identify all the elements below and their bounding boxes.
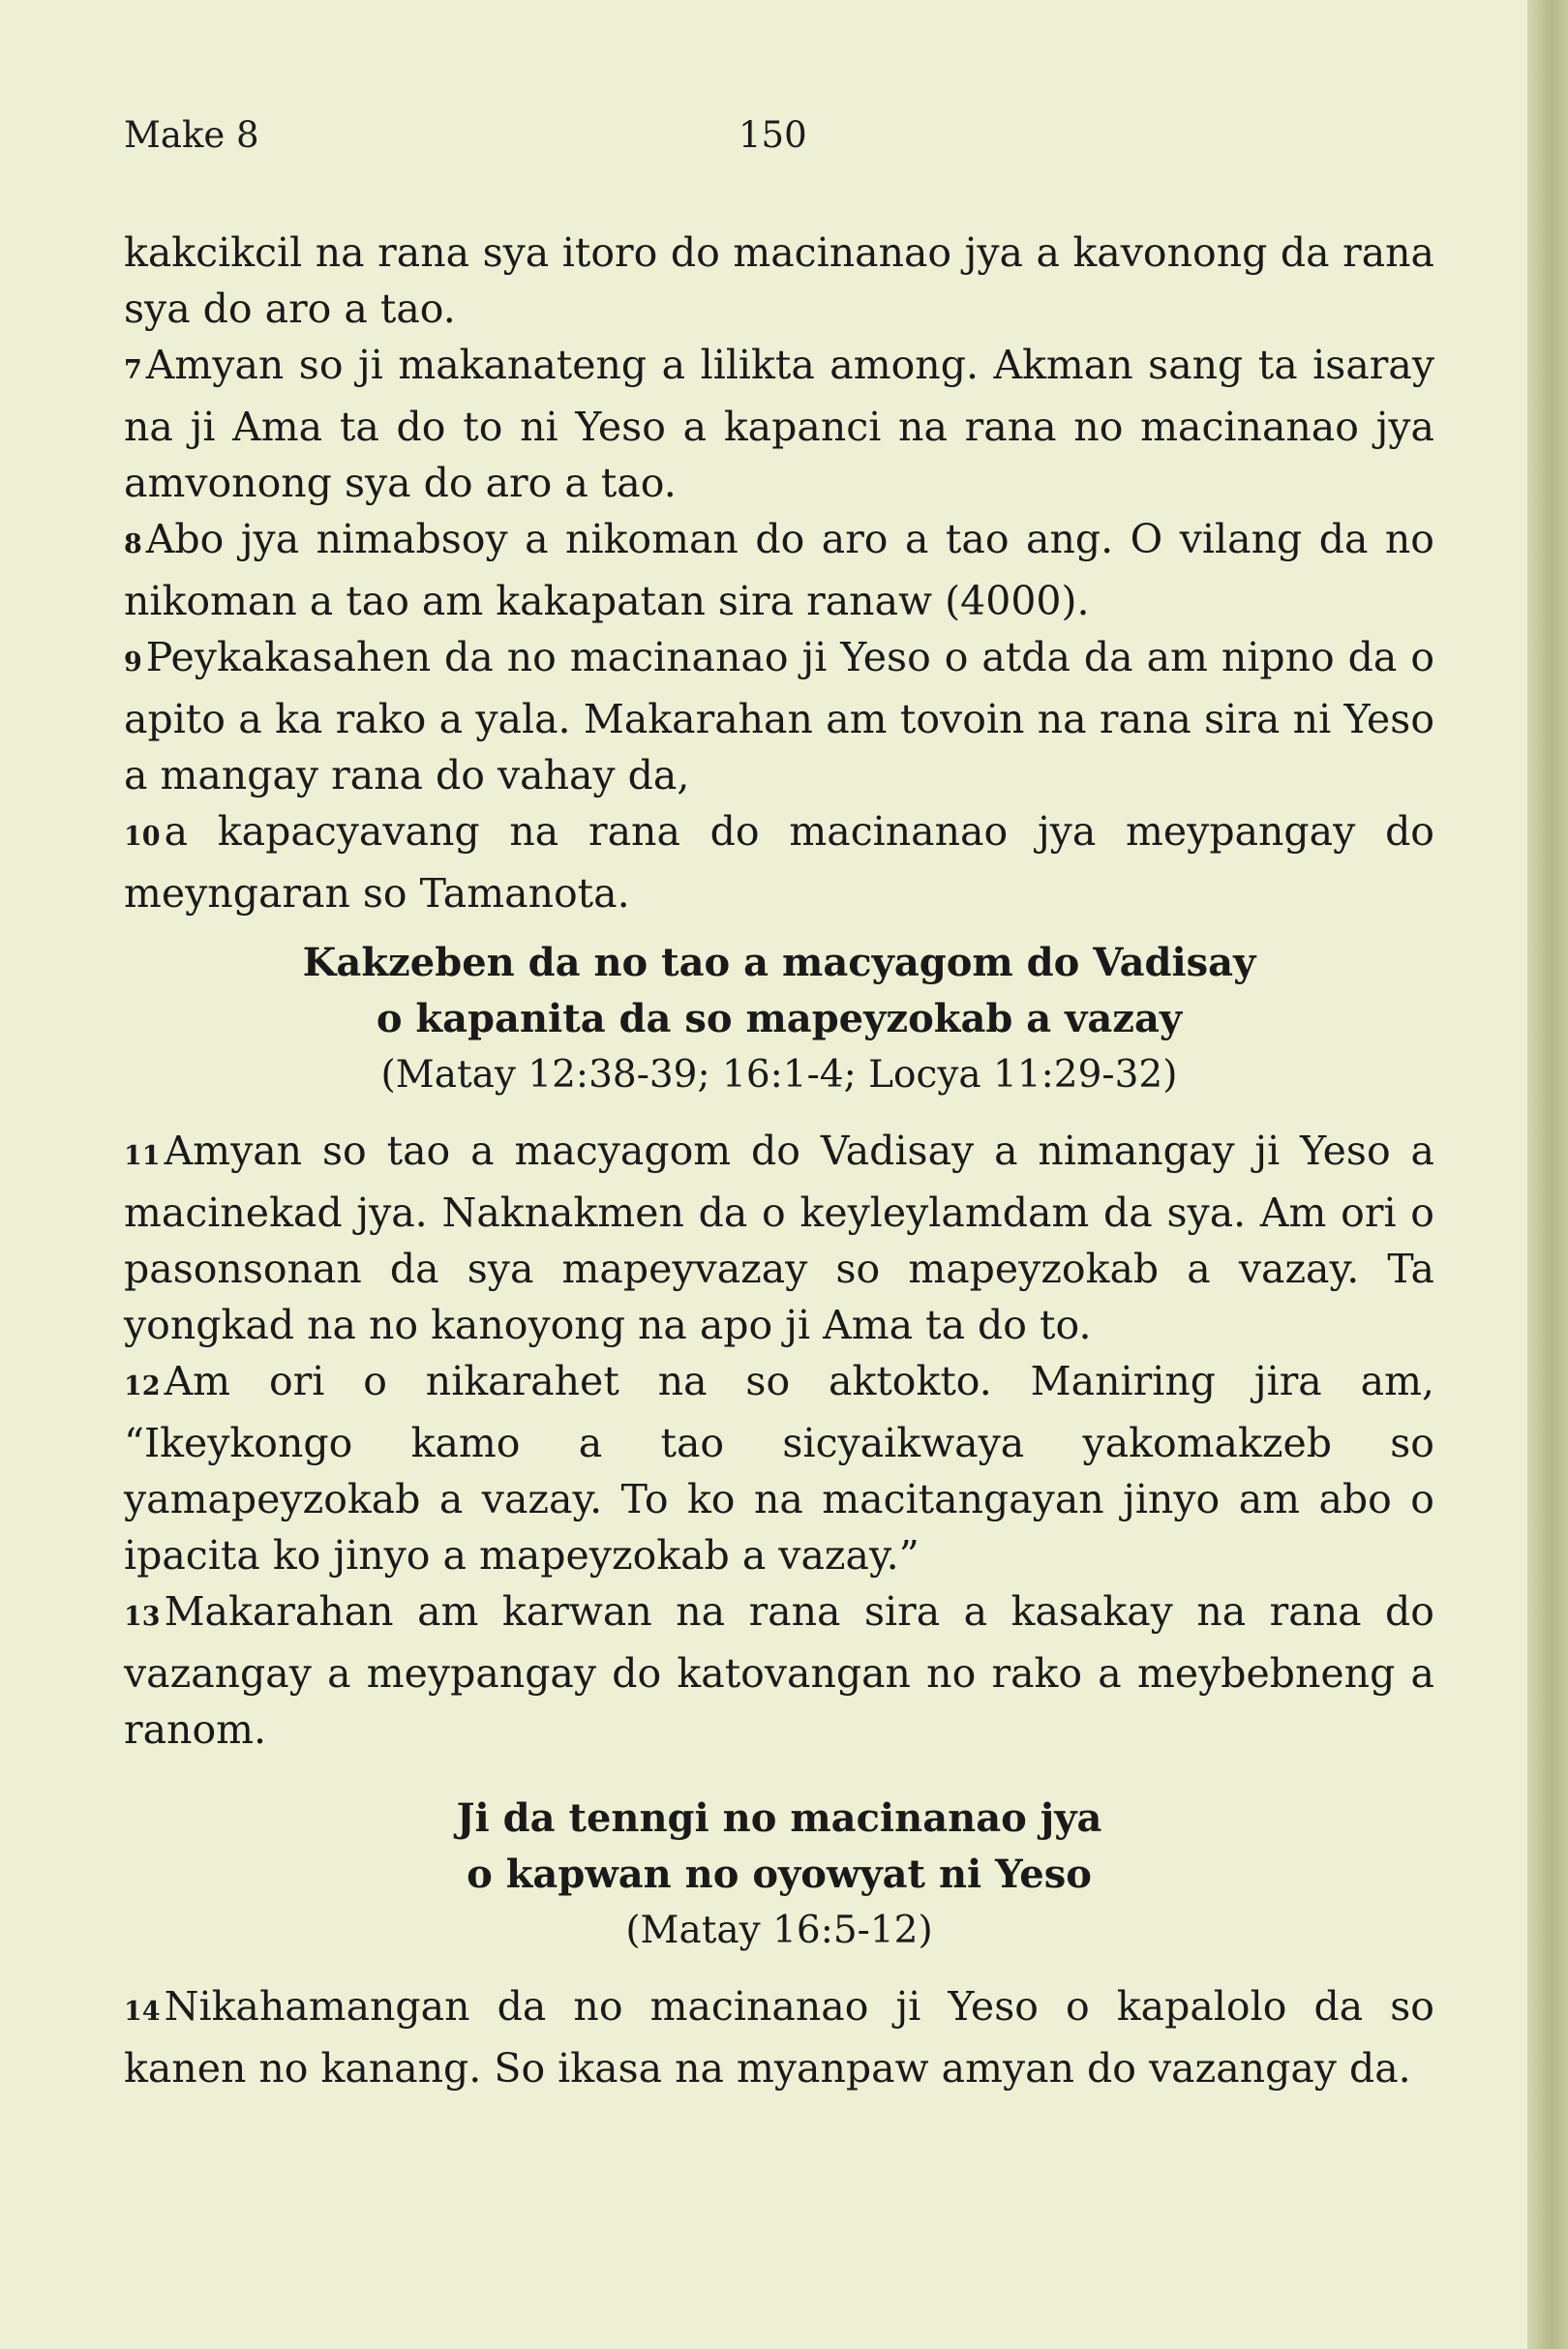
verse-11 [124, 1123, 1434, 1353]
verse-text: a kapacyavang na rana do macinanao jya meypangay do meyngaran so Tamanota. [124, 808, 1434, 917]
scripture-text [124, 225, 1434, 2096]
cross-reference: (Matay 12:38-39; 16:1-4; Locya 11:29-32) [380, 1053, 1178, 1097]
verse-number: 7 [124, 355, 142, 385]
page-header [124, 114, 1434, 172]
book-page-edge [1527, 0, 1568, 2349]
verse-text: Am ori o nikarahet na so aktokto. Maniring jira am, “Ikeykongo kamo a tao sicyaikwaya yakomakzeb so yamapeyzokab a vazay. To ko na macitangayan jinyo am abo o ipacita ko jinyo a mapeyzokab a vazay.” [124, 1358, 1434, 1579]
verse-text: Amyan so ji makanateng a lilikta among. Akman sang ta isaray na ji Ama ta do to ni Yeso a kapanci na rana no macinanao jya amvonong sya do aro a tao. [124, 342, 1434, 506]
page-number: 150 [739, 114, 807, 156]
verse-number: 13 [124, 1602, 161, 1632]
verse-number: 12 [124, 1371, 161, 1401]
verse-text: Nikahamangan da no macinanao ji Yeso o kapalolo da so kanen no kanang. So ikasa na myanpaw amyan do vazangay da. [124, 1983, 1434, 2092]
verse-number: 10 [124, 822, 161, 852]
section-title-line: Ji da tenngi no macinanao jya [456, 1795, 1102, 1841]
verse-text: Makarahan am karwan na rana sira a kasakay na rana do vazangay a meypangay do katovangan no rako a meybebneng a ranom. [124, 1588, 1434, 1753]
verse-number: 14 [124, 1997, 161, 2027]
verse-number: 11 [124, 1141, 161, 1171]
verse-number: 9 [124, 647, 142, 678]
verse-text: kakcikcil na rana sya itoro do macinanao jya a kavonong da rana sya do aro a tao. [124, 229, 1434, 332]
verse-14 [124, 1978, 1434, 2096]
verse-12 [124, 1353, 1434, 1583]
verse-10 [124, 803, 1434, 921]
section-title-line: Kakzeben da no tao a macyagom do Vadisay [302, 940, 1256, 985]
section-title-line: o kapanita da so mapeyzokab a vazay [376, 996, 1183, 1041]
verse-9 [124, 629, 1434, 803]
verse-6-continuation [124, 225, 1434, 337]
verse-8 [124, 511, 1434, 629]
running-head: Make 8 [124, 114, 259, 156]
verse-text: Peykakasahen da no macinanao ji Yeso o atda da am nipno da o apito a ka rako a yala. Makarahan am tovoin na rana sira ni Yeso a mangay rana do vahay da, [124, 634, 1434, 798]
verse-number: 8 [124, 529, 142, 559]
section-heading-2 [124, 1791, 1434, 1959]
cross-reference: (Matay 16:5-12) [625, 1909, 933, 1952]
verse-7 [124, 337, 1434, 511]
verse-13 [124, 1583, 1434, 1758]
section-title-line: o kapwan no oyowyat ni Yeso [467, 1852, 1092, 1897]
section-heading-1 [124, 935, 1434, 1103]
verse-text: Abo jya nimabsoy a nikoman do aro a tao ang. O vilang da no nikoman a tao am kakapatan sira ranaw (4000). [124, 516, 1434, 624]
verse-text: Amyan so tao a macyagom do Vadisay a nimangay ji Yeso a macinekad jya. Naknakmen da o keyleylamdam da sya. Am ori o pasonsonan da sya mapeyvazay so mapeyzokab a vazay. Ta yongkad na no kanoyong na apo ji Ama ta do to. [124, 1128, 1434, 1348]
